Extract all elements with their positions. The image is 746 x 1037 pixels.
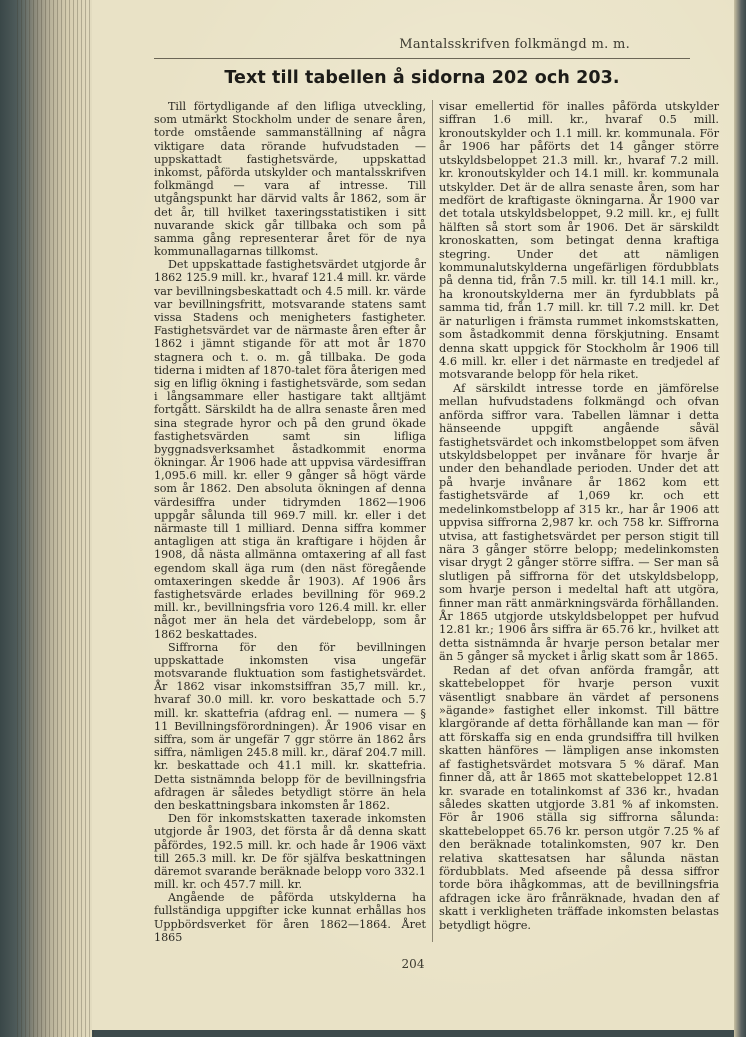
right-column [439, 100, 719, 932]
paragraph: Den för inkomstskatten taxerade inkomsten utgjorde år 1903, det första år då denna skatt påfördes, 192.5 mill. kr. och hade år 1906 växt till 265.3 mill. kr. De för själfva beskattningen däremot svarande beräknade belopp voro 332.1 mill. kr. och 457.7 mill. kr. [154, 812, 426, 892]
column-divider [432, 100, 433, 942]
paragraph: Det uppskattade fastighetsvärdet utgjorde år 1862 125.9 mill. kr., hvaraf 121.4 mill. kr. värde var bevillningsbeskattadt och 4.5 mill. kr. värde var bevillningsfritt, motsvarande statens samt vissa Stadens och menigheters fastigheter. Fastighetsvärdet var de närmaste åren efter år 1862 i jämnt stigande för att mot år 1870 stagnera och t. o. m. gå tillbaka. De goda tiderna i midten af 1870-talet föra återigen med sig en liflig ökning i fastighetsvärde, som sedan i långsammare eller hastigare takt alltjämt fortgått. Särskildt ha de allra senaste åren med sina stegrade hyror och på den grund ökade fastighetsvärden samt sin lifliga byggnadsverksamhet åstadkommit enorma ökningar. År 1906 hade att uppvisa värdesiffran 1,095.6 mill. kr. eller 9 gånger så högt värde som år 1862. Den absoluta ökningen af denna värdesiffra under tidrymden 1862—1906 uppgår sålunda till 969.7 mill. kr. eller i det närmaste till 1 milliard. Denna siffra kommer antagligen att stiga än kraftigare i höjden år 1908, då nästa allmänna omtaxering af all fast egendom skall äga rum (den näst föregående omtaxeringen skedde år 1903). Af 1906 års fastighetsvärde erlades bevillning för 969.2 mill. kr., bevillningsfria voro 126.4 mill. kr. eller något mer än hela det värdebelopp, som år 1862 beskattades. [154, 258, 426, 641]
page-edges [14, 0, 94, 1037]
section-title: Text till tabellen å sidorna 202 och 203. [224, 68, 620, 88]
paragraph: Siffrorna för den för bevillningen uppskattade inkomsten visa ungefär motsvarande fluktuation som fastighetsvärdet. År 1862 visar inkomstsiffran 35,7 mill. kr., hvaraf 30.0 mill. kr. voro beskattade och 5.7 mill. kr. skattefria (afdrag enl. — numera — § 11 Bevillningsförordningen). År 1906 visar en siffra, som är ungefär 7 ggr större än 1862 års siffra, nämligen 245.8 mill. kr., däraf 204.7 mill. kr. beskattade och 41.1 mill. kr. skattefria. Detta sistnämnda belopp för de bevillningsfria afdragen är således betydligt större än hela den beskattningsbara inkomsten år 1862. [154, 640, 426, 812]
paragraph: Af särskildt intresse torde en jämförelse mellan hufvudstadens folkmängd och ofvan anförda siffror vara. Tabellen lämnar i detta hänseende uppgift angående såväl fastighetsvärdet och inkomstbeloppet som äfven utskyldsbeloppet per invånare för hvarje år under den behandlade perioden. Under det att på hvarje invånare år 1862 kom ett fastighetsvärde af 1,069 kr. och ett medelinkomstbelopp af 315 kr., har år 1906 att uppvisa siffrorna 2,987 kr. och 758 kr. Siffrorna utvisa, att fastighetsvärdet per person stigit till nära 3 gånger större belopp; medelinkomsten visar drygt 2 gånger större siffra. — Ser man så slutligen på siffrorna för det utskyldsbelopp, som hvarje person i medeltal haft att utgöra, finner man rätt anmärkningsvärda förhållanden. År 1865 utgjorde utskyldsbeloppet per hufvud 12.81 kr.; 1906 års siffra är 65.76 kr., hvilket att detta sistnämnda år hvarje person betalar mer än 5 gånger så mycket i årlig skatt som år 1865. [439, 380, 719, 664]
paragraph: Redan af det ofvan anförda framgår, att skattebeloppet för hvarje person vuxit väsentligt snabbare än värdet af personens »ägande» fastighet eller inkomst. Till bättre klargörande af detta förhållande kan man — för att förskaffa sig en enda grundsiffra till hvilken skatten hänföres — lämpligen anse inkomsten af fastighetsvärdet motsvara 5 % däraf. Man finner då, att år 1865 mot skattebeloppet 12.81 kr. svarade en totalinkomst af 336 kr., hvadan således skatten utgjorde 3.81 % af inkomsten. För år 1906 ställa sig siffrorna sålunda: skattebeloppet 65.76 kr. person utgör 7.25 % af den beräknade totalinkomsten, 907 kr. Den relativa skattesatsen har sålunda nästan fördubblats. Med afseende på dessa siffror torde böra ihågkommas, att de bevillningsfria afdragen icke äro frånräknade, hvadan den af skatt i verkligheten träffade inkomsten belastas betydligt högre. [439, 662, 719, 932]
left-column [154, 100, 426, 944]
running-header: Mantalsskrifven folkmängd m. m. [399, 37, 630, 52]
paragraph: visar emellertid för inalles påförda utskylder siffran 1.6 mill. kr., hvaraf 0.5 mill. kronoutskylder och 1.1 mill. kr. kommunala. För år 1906 har påförts det 14 gånger större utskyldsbeloppet 21.3 mill. kr., hvaraf 7.2 mill. kr. kronoutskylder och 14.1 mill. kr. kommunala utskylder. Det är de allra senaste åren, som har medfört de kraftigaste ökningarna. År 1900 var det totala utskyldsbeloppet, 9.2 mill. kr., ej fullt hälften så stort som år 1906. Det är särskildt kronoskatten, som betingat denna kraftiga stegring. Under det att nämligen kommunalutskylderna ungefärligen fördubblats på denna tid, från 7.5 mill. kr. till 14.1 mill. kr., ha kronoutskylderna mer än fyrdubblats på samma tid, från 1.7 mill. kr. till 7.2 mill. kr. Det är naturligen i främsta rummet inkomstskatten, som åstadkommit denna förskjutning. Ensamt denna skatt uppgick för Stockholm år 1906 till 4.6 mill. kr. eller i det närmaste en tredjedel af motsvarande belopp för hela riket. [439, 99, 719, 382]
paragraph: Till förtydligande af den lifliga utveckling, som utmärkt Stockholm under de senare åren, torde omstående sammanställning af några viktigare data rörande hufvudstaden — uppskattadt fastighetsvärde, uppskattad inkomst, påförda utskylder och mantalsskrifven folkmängd — vara af intresse. Till utgångspunkt har därvid valts år 1862, som är det år, till hvilket taxeringsstatistiken i sitt nuvarande skick går tillbaka och som på samma gång representerar året för de nya kommunallagarnas tillkomst. [154, 100, 426, 259]
paragraph: Angående de påförda utskylderna ha fullständiga uppgifter icke kunnat erhållas hos Uppbördsverket för åren 1862—1864. Året 1865 [154, 891, 426, 944]
header-rule [154, 58, 690, 59]
right-page-edge [734, 0, 746, 1037]
page-number: 204 [401, 957, 425, 971]
book-page [92, 0, 734, 1030]
